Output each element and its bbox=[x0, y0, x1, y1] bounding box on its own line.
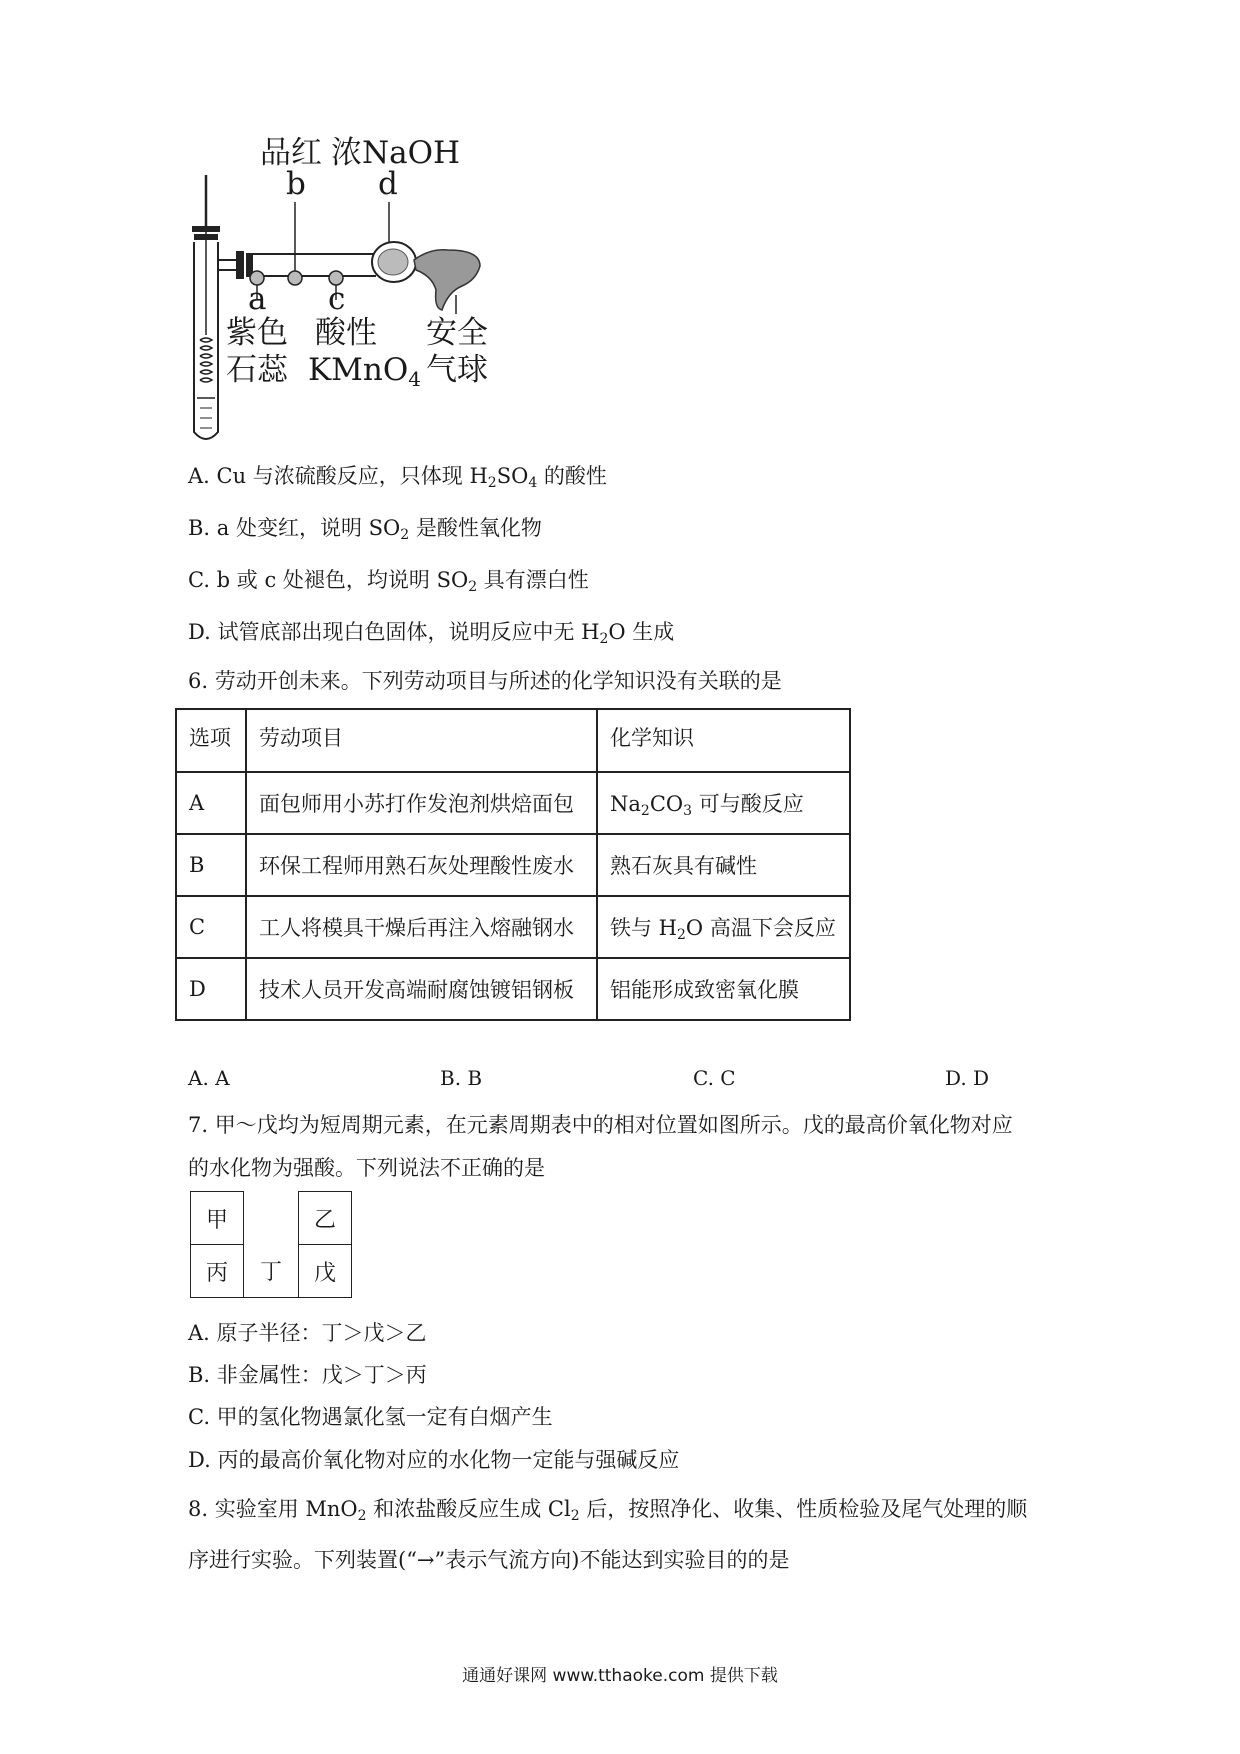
q6-choice-c: C. C bbox=[693, 1066, 736, 1090]
table-header-row bbox=[176, 709, 850, 772]
q5-option-a: A. Cu 与浓硫酸反应，只体现 $H_2SO_4$ 的酸性 bbox=[188, 464, 607, 491]
label-d: d bbox=[378, 166, 398, 202]
header-option: 选项 bbox=[176, 709, 246, 772]
q5-option-b: B. a 处变红，说明 $SO_2$ 是酸性氧化物 bbox=[188, 516, 542, 543]
q6-choice-b: B. B bbox=[440, 1066, 483, 1090]
label-zise: 紫色 bbox=[226, 315, 288, 351]
q7-option-d: D. 丙的最高价氧化物对应的水化物一定能与强碱反应 bbox=[188, 1448, 680, 1472]
q7-stem-line1: 7. 甲～戊均为短周期元素，在元素周期表中的相对位置如图所示。戊的最高价氧化物对应 bbox=[188, 1113, 1013, 1137]
q7-option-a: A. 原子半径：丁＞戊＞乙 bbox=[188, 1321, 427, 1345]
label-suanxing: 酸性 bbox=[315, 315, 377, 351]
page-footer: 通通好课网 www.tthaoke.com 提供下载 bbox=[462, 1666, 778, 1686]
row-knowledge: $Na_2CO_3$ 可与酸反应 bbox=[597, 772, 850, 834]
q6-choice-d: D. D bbox=[945, 1066, 990, 1090]
table-row bbox=[176, 958, 850, 1020]
cell-yi: 乙 bbox=[298, 1191, 352, 1245]
table-row bbox=[176, 834, 850, 896]
row-knowledge: 铁与 $H_2O$ 高温下会反应 bbox=[597, 896, 850, 958]
row-option: A bbox=[176, 772, 246, 834]
label-anquan: 安全 bbox=[426, 315, 488, 351]
row-item: 面包师用小苏打作发泡剂烘焙面包 bbox=[246, 772, 597, 834]
q5-option-d: D. 试管底部出现白色固体，说明反应中无 $H_2O$ 生成 bbox=[188, 620, 675, 647]
label-c: c bbox=[328, 281, 346, 317]
table-row bbox=[176, 772, 850, 834]
row-item: 工人将模具干燥后再注入熔融钢水 bbox=[246, 896, 597, 958]
row-knowledge: 熟石灰具有碱性 bbox=[597, 834, 850, 896]
header-labor-item: 劳动项目 bbox=[246, 709, 597, 772]
row-item: 环保工程师用熟石灰处理酸性废水 bbox=[246, 834, 597, 896]
q6-stem: 6. 劳动开创未来。下列劳动项目与所述的化学知识没有关联的是 bbox=[188, 669, 782, 693]
label-b: b bbox=[286, 166, 306, 202]
apparatus-drawing bbox=[180, 150, 560, 450]
q7-option-b: B. 非金属性：戊＞丁＞丙 bbox=[188, 1363, 427, 1387]
label-kmno4: KMnO$_4$ bbox=[308, 352, 422, 391]
q8-stem-line1: 8. 实验室用 MnO$_2$ 和浓盐酸反应生成 $Cl_2$ 后，按照净化、收集、性质检验及尾气处理的顺 bbox=[188, 1497, 1028, 1524]
label-naoh: 浓NaOH bbox=[331, 135, 461, 171]
cell-bing: 丙 bbox=[190, 1244, 244, 1298]
label-pinhong: 品红 bbox=[260, 135, 322, 171]
apparatus-diagram bbox=[180, 135, 560, 450]
header-chem-knowledge: 化学知识 bbox=[597, 709, 850, 772]
q6-choice-a: A. A bbox=[188, 1066, 230, 1090]
q7-stem-line2: 的水化物为强酸。下列说法不正确的是 bbox=[188, 1156, 545, 1180]
label-a: a bbox=[248, 281, 267, 317]
label-shirui: 石蕊 bbox=[226, 352, 288, 388]
cell-ding: 丁 bbox=[244, 1244, 298, 1298]
row-option: B bbox=[176, 834, 246, 896]
q8-stem-line2: 序进行实验。下列装置(“→”表示气流方向)不能达到实验目的的是 bbox=[188, 1548, 790, 1572]
q7-option-c: C. 甲的氢化物遇氯化氢一定有白烟产生 bbox=[188, 1405, 553, 1429]
q6-table bbox=[175, 708, 851, 1021]
q5-option-c: C. b 或 c 处褪色，均说明 $SO_2$ 具有漂白性 bbox=[188, 568, 589, 595]
label-qiqiu: 气球 bbox=[426, 352, 488, 388]
row-option: C bbox=[176, 896, 246, 958]
cell-jia: 甲 bbox=[190, 1191, 244, 1245]
row-option: D bbox=[176, 958, 246, 1020]
table-row bbox=[176, 896, 850, 958]
cell-wu: 戊 bbox=[298, 1244, 352, 1298]
row-knowledge: 铝能形成致密氧化膜 bbox=[597, 958, 850, 1020]
periodic-table-grid bbox=[190, 1191, 354, 1301]
row-item: 技术人员开发高端耐腐蚀镀铝钢板 bbox=[246, 958, 597, 1020]
